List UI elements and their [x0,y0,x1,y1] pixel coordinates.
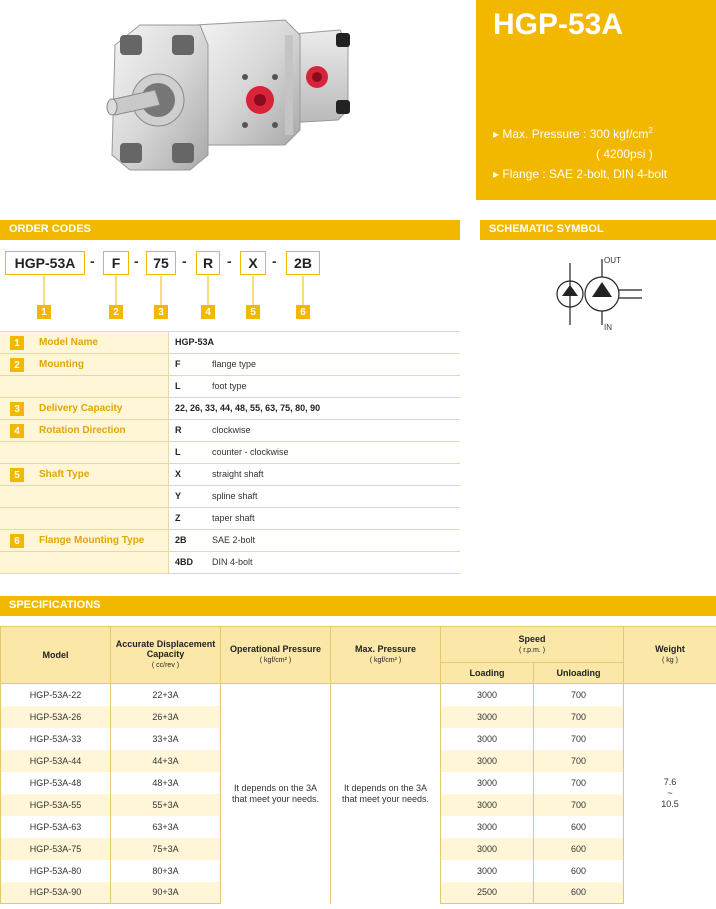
schematic-symbol [550,253,650,335]
order-row-description: spline shaft [212,491,258,501]
order-row-label-cell [0,508,168,529]
order-row-name: Rotation Direction [39,425,126,436]
order-row-code: L [175,381,181,391]
cell-loading: 3000 [441,706,534,728]
order-row-name: Model Name [39,337,98,348]
order-row-description: DIN 4-bolt [212,557,253,567]
order-row-code: 22, 26, 33, 44, 48, 55, 63, 75, 80, 90 [175,403,321,413]
max-pressure-spec: ▸ Max. Pressure : 300 kgf/$cm^2$ [493,126,653,141]
cell-capacity: 63+3A [111,816,221,838]
cell-capacity: 48+3A [111,772,221,794]
order-row-code: Y [175,491,182,501]
cell-unloading: 600 [534,882,624,904]
order-row-code: 4BD [175,557,194,567]
cell-model: HGP-53A-90 [1,882,111,904]
max-pressure-psi: ( 4200psi ) [596,147,653,161]
order-row-label-cell [0,354,168,375]
cell-model: HGP-53A-33 [1,728,111,750]
cell-model: HGP-53A-44 [1,750,111,772]
code-separator: - [272,253,277,269]
header-speed: Speed ( r.p.m. ) [441,627,624,663]
order-row-code: X [175,469,182,479]
cell-unloading: 600 [534,838,624,860]
order-row-name: Mounting [39,359,84,370]
order-row-divider [168,332,169,353]
product-image [100,5,360,175]
cell-loading: 3000 [441,772,534,794]
cell-loading: 3000 [441,684,534,706]
cell-loading: 3000 [441,860,534,882]
order-row-description: counter - clockwise [212,447,289,457]
weight-high: 10.5 [661,799,679,810]
order-row-name: Delivery Capacity [39,403,123,414]
code-box-model: HGP-53A [5,251,85,275]
order-row-divider [168,464,169,485]
header-model: Model [1,627,111,684]
order-row-divider [168,552,169,573]
order-table-row [0,508,460,530]
order-table-row [0,464,460,486]
cell-capacity: 75+3A [111,838,221,860]
order-row-description: SAE 2-bolt [212,535,256,545]
spec-table-row [1,684,716,706]
cell-capacity: 90+3A [111,882,221,904]
cell-unloading: 700 [534,706,624,728]
order-table-row [0,486,460,508]
code-number: 3 [154,305,168,319]
product-title: HGP-53A [493,8,624,41]
cell-model: HGP-53A-63 [1,816,111,838]
code-number: 1 [37,305,51,319]
order-row-description: clockwise [212,425,251,435]
order-row-divider [168,442,169,463]
order-row-name: Shaft Type [39,469,90,480]
specifications-heading: SPECIFICATIONS [9,599,101,611]
code-box-capacity: 75 [146,251,176,275]
cell-model: HGP-53A-75 [1,838,111,860]
code-box-mounting: F [103,251,129,275]
specifications-bar [0,596,716,616]
order-row-description: flange type [212,359,257,369]
cell-capacity: 33+3A [111,728,221,750]
order-row-description: taper shaft [212,513,255,523]
cell-capacity: 44+3A [111,750,221,772]
header-weight: Weight ( kg ) [624,627,716,684]
cell-capacity: 26+3A [111,706,221,728]
order-row-divider [168,530,169,551]
schematic-heading: SCHEMATIC SYMBOL [489,223,604,235]
cell-loading: 3000 [441,838,534,860]
schematic-out-label: OUT [604,256,621,265]
cell-capacity: 55+3A [111,794,221,816]
order-table-row [0,332,460,354]
order-row-divider [168,376,169,397]
code-separator: - [90,253,95,269]
cell-capacity: 22+3A [111,684,221,706]
weight-separator: ~ [667,788,673,799]
order-row-divider [168,486,169,507]
code-number: 2 [109,305,123,319]
order-row-divider [168,398,169,419]
order-row-code: F [175,359,181,369]
title-panel [476,0,716,200]
code-box-rotation: R [196,251,220,275]
cell-model: HGP-53A-22 [1,684,111,706]
cell-loading: 3000 [441,816,534,838]
order-row-code: 2B [175,535,187,545]
cell-unloading: 700 [534,794,624,816]
order-table-row [0,552,460,574]
code-separator: - [182,253,187,269]
order-table-row [0,530,460,552]
order-row-code: L [175,447,181,457]
order-row-label-cell [0,552,168,573]
order-row-code: HGP-53A [175,337,215,347]
order-row-number: 6 [10,534,24,548]
order-row-number: 4 [10,424,24,438]
order-table-row [0,354,460,376]
order-row-divider [168,354,169,375]
flange-spec: ▸ Flange : SAE 2-bolt, DIN 4-bolt [493,167,668,181]
header-max-pressure: Max. Pressure ( kgf/cm² ) [331,627,441,684]
code-box-flange: 2B [286,251,320,275]
order-row-number: 3 [10,402,24,416]
order-row-number: 5 [10,468,24,482]
cell-loading: 2500 [441,882,534,904]
order-row-description: foot type [212,381,247,391]
code-box-shaft: X [240,251,266,275]
code-number: 6 [296,305,310,319]
cell-unloading: 700 [534,728,624,750]
header-unloading: Unloading [534,663,624,684]
order-row-label-cell [0,442,168,463]
order-row-divider [168,420,169,441]
order-table-row [0,420,460,442]
order-table-row [0,376,460,398]
code-separator: - [227,253,232,269]
code-number: 5 [246,305,260,319]
order-row-number: 2 [10,358,24,372]
cell-model: HGP-53A-80 [1,860,111,882]
order-codes-bar [0,220,460,240]
cell-unloading: 600 [534,816,624,838]
cell-capacity: 80+3A [111,860,221,882]
order-table-row [0,398,460,420]
cell-max-pressure: It depends on the 3A that meet your needs. [331,684,441,904]
order-codes-heading: ORDER CODES [9,223,91,235]
cell-unloading: 700 [534,684,624,706]
order-row-code: Z [175,513,181,523]
cell-unloading: 600 [534,860,624,882]
schematic-bar [480,220,716,240]
order-row-code: R [175,425,182,435]
order-row-label-cell [0,486,168,507]
cell-operational-pressure: It depends on the 3A that meet your needs. [221,684,331,904]
cell-model: HGP-53A-48 [1,772,111,794]
specifications-table [0,626,716,904]
cell-loading: 3000 [441,728,534,750]
order-row-number: 1 [10,336,24,350]
cell-unloading: 700 [534,750,624,772]
cell-unloading: 700 [534,772,624,794]
order-row-label-cell [0,376,168,397]
weight-low: 7.6 [663,777,677,788]
header-capacity: Accurate Displacement Capacity ( cc/rev ) [111,627,221,684]
cell-loading: 3000 [441,794,534,816]
code-separator: - [134,253,139,269]
schematic-in-label: IN [604,323,612,332]
cell-model: HGP-53A-26 [1,706,111,728]
code-connectors [0,276,330,306]
cell-weight [624,684,716,904]
header-loading: Loading [441,663,534,684]
code-number: 4 [201,305,215,319]
header-operational-pressure: Operational Pressure ( kgf/cm² ) [221,627,331,684]
order-row-description: straight shaft [212,469,264,479]
cell-loading: 3000 [441,750,534,772]
order-row-name: Flange Mounting Type [39,535,145,546]
order-row-divider [168,508,169,529]
cell-model: HGP-53A-55 [1,794,111,816]
order-table-row [0,442,460,464]
